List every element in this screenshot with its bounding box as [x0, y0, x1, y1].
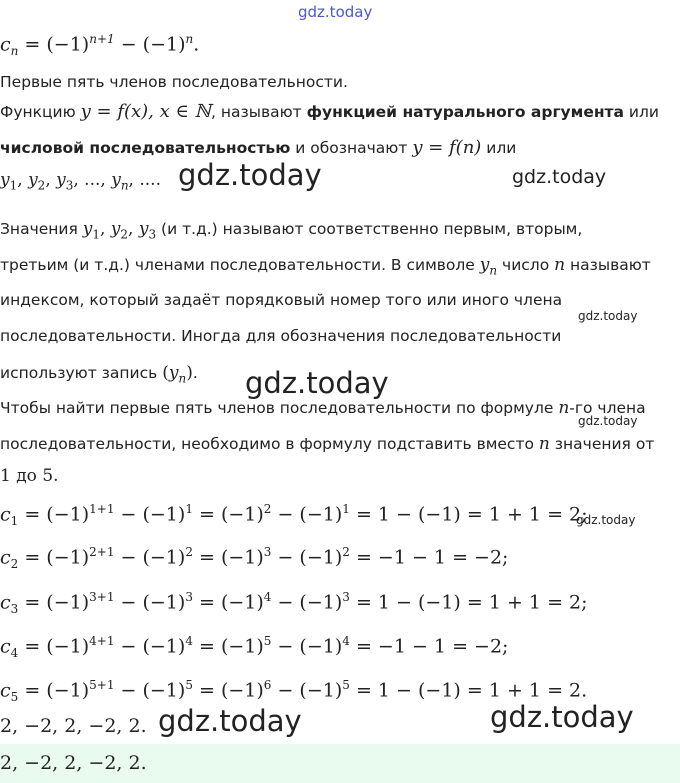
definition-line-2: числовой последовательностью и обозначают y = f(n) или — [0, 137, 517, 158]
watermark-large-1: gdz.today — [178, 158, 322, 192]
watermark-large-3: gdz.today — [158, 704, 302, 738]
calc-c1: $c_1 = (-1)^{1+1} - (-1)^1 = (-1)^2 - (-1)^1 = 1 - (-1) = 1 + 1 = 2$; — [0, 502, 588, 529]
watermark-small-3: gdz.today — [576, 513, 636, 527]
calc-c2: $c_2 = (-1)^{2+1} - (-1)^2 = (-1)^3 - (-1)^2 = -1 - 1 = -2$; — [0, 545, 509, 572]
para3-line-2: последовательности, необходимо в формулу подставить вместо n значения от — [0, 434, 655, 454]
intro-text: Первые пять членов последовательности. — [0, 73, 348, 91]
watermark-small-2: gdz.today — [578, 414, 638, 428]
formula-cn: $c_n = (-1)^{n+1} - (-1)^n$. — [0, 32, 200, 59]
answer-text: 2, −2, 2, −2, 2. — [0, 752, 147, 774]
para2-line-4: последовательности. Иногда для обозначения последовательности — [0, 327, 562, 345]
sequence-result: 2, −2, 2, −2, 2. — [0, 715, 147, 737]
bold-term-natural-argument: функцией натурального аргумента — [306, 103, 624, 121]
watermark-large-2: gdz.today — [245, 366, 389, 400]
bold-term-numeric-sequence: числовой последовательностью — [0, 139, 291, 157]
para2-line-1: Значения $y_1$, $y_2$, $y_3$ (и т.д.) называют соответственно первым, вторым, — [0, 219, 583, 242]
definition-line-1: Функцию y = f(x), x ∈ ℕ, называют функцией натурального аргумента или — [0, 101, 659, 122]
calc-c4: $c_4 = (-1)^{4+1} - (-1)^4 = (-1)^5 - (-1)^4 = -1 - 1 = -2$; — [0, 634, 509, 661]
calc-c3: $c_3 = (-1)^{3+1} - (-1)^3 = (-1)^4 - (-1)^3 = 1 - (-1) = 1 + 1 = 2$; — [0, 590, 588, 617]
watermark-large-4: gdz.today — [490, 700, 634, 734]
para2-line-5: используют запись $(y_n)$. — [0, 363, 198, 386]
watermark-small-1: gdz.today — [578, 309, 638, 323]
para3-line-3: 1 до 5. — [0, 466, 59, 486]
para3-line-1: Чтобы найти первые пять членов последовательности по формуле n-го члена — [0, 398, 646, 418]
watermark-medium-1: gdz.today — [512, 166, 607, 188]
watermark-top: gdz.today — [298, 3, 373, 21]
para2-line-3: индексом, который задаёт порядковый номер того или иного члена — [0, 291, 563, 309]
calc-c5: $c_5 = (-1)^{5+1} - (-1)^5 = (-1)^6 - (-1)^5 = 1 - (-1) = 1 + 1 = 2$. — [0, 678, 588, 705]
sequence-notation: $y_1$, $y_2$, $y_3$, ..., $y_n$, .... — [0, 170, 161, 193]
para2-line-2: третьим (и т.д.) членами последовательности. В символе $y_n$ число n называют — [0, 255, 651, 278]
